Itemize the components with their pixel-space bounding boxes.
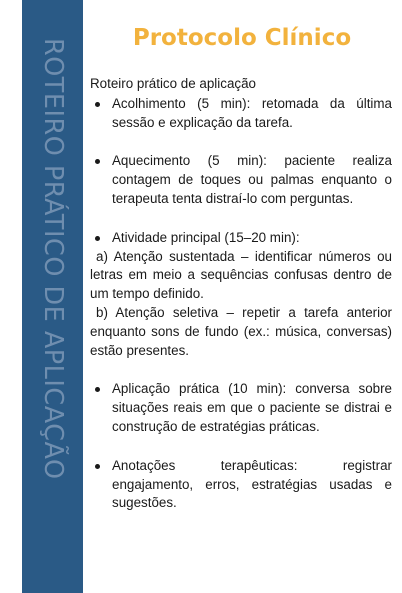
vertical-title: ROTEIRO PRÁTICO DE APLICAÇÃO [37, 38, 68, 480]
protocol-list [90, 380, 392, 436]
spacer [90, 132, 392, 152]
protocol-list [90, 457, 392, 513]
bullet-icon [95, 387, 100, 392]
spacer [90, 437, 392, 457]
intro-text: Roteiro prático de aplicação [90, 76, 256, 91]
list-item-atividade [90, 229, 392, 248]
bullet-icon [95, 464, 100, 469]
item-text: Aplicação prática (10 min): conversa sobre situações reais em que o paciente se distrai e construção de estratégias práticas. [112, 381, 392, 434]
list-item-anotacoes [90, 457, 392, 513]
side-band [22, 0, 83, 593]
sub-item-a [90, 248, 392, 304]
list-item-aplicacao [90, 380, 392, 436]
sub-item-text: b) Atenção seletiva – repetir a tarefa anterior enquanto sons de fundo (ex.: música, conversas) estão presentes. [90, 304, 392, 358]
protocol-content [90, 75, 392, 513]
item-text: Acolhimento (5 min): retomada da última sessão e explicação da tarefa. [112, 95, 392, 130]
spacer [90, 360, 392, 380]
spacer [90, 209, 392, 229]
list-item-acolhimento [90, 95, 392, 133]
sub-item-text: a) Atenção sustentada – identificar números ou letras em meio a sequências confusas dentro de um tempo definido. [90, 248, 392, 302]
protocol-list [90, 152, 392, 208]
item-text: Anotações terapêuticas: registrar engajamento, erros, estratégias usadas e sugestões. [112, 457, 392, 511]
bullet-icon [95, 159, 100, 164]
list-item-aquecimento [90, 152, 392, 208]
bullet-icon [95, 236, 100, 241]
protocol-list [90, 229, 392, 248]
sub-item-b [90, 304, 392, 360]
page-title: Protocolo Clínico [132, 25, 352, 51]
protocol-list [90, 95, 392, 133]
item-text: Aquecimento (5 min): paciente realiza contagem de toques ou palmas enquanto o terapeuta tenta distraí-lo com perguntas. [112, 153, 392, 206]
bullet-icon [95, 102, 100, 107]
item-text: Atividade principal (15–20 min): [112, 229, 300, 245]
